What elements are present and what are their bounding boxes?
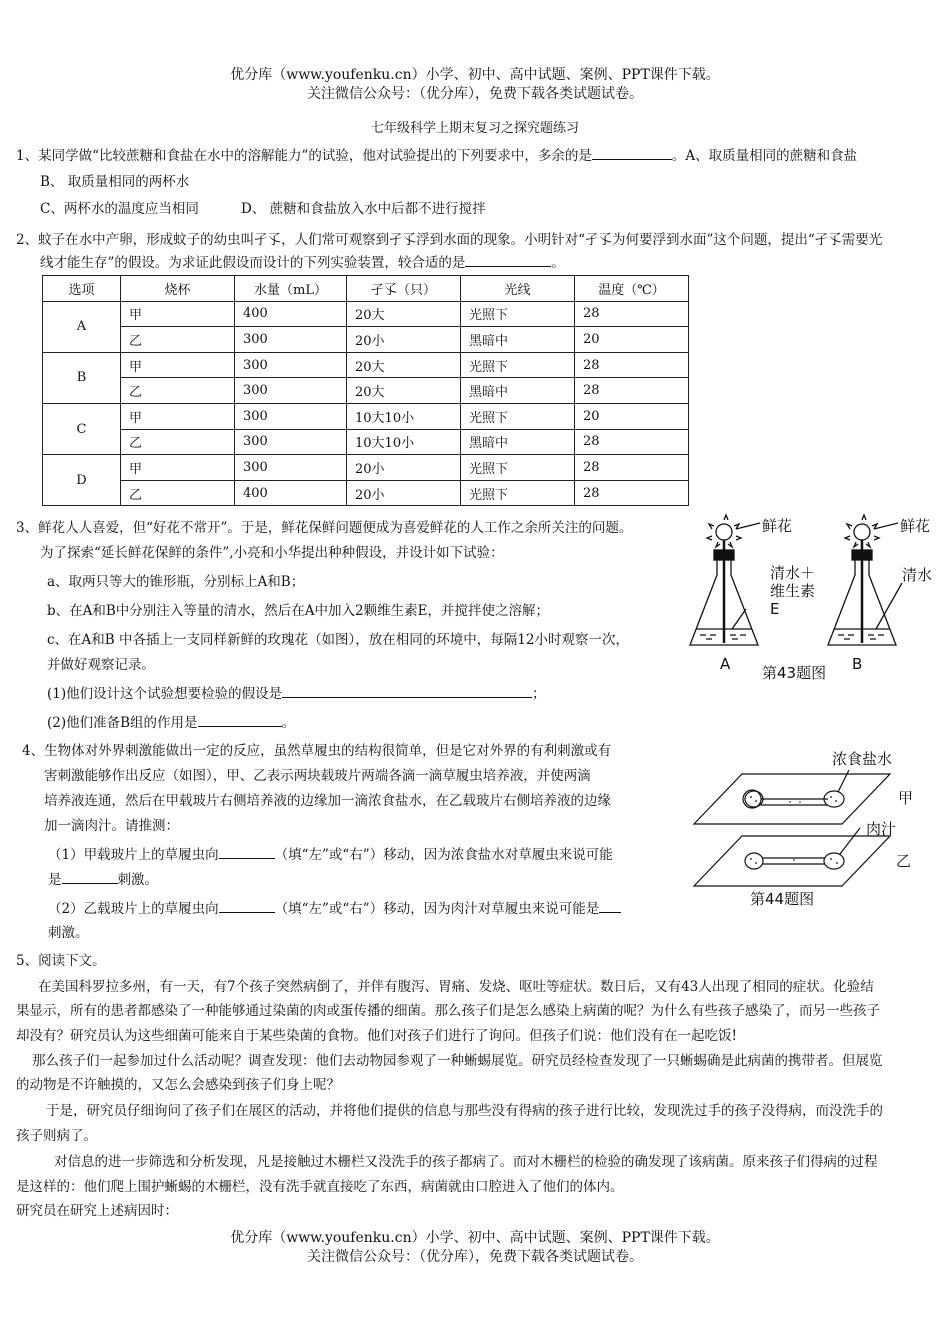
table-cell: 400: [235, 480, 347, 506]
table-row: [43, 403, 689, 429]
header-line-2: 关注微信公众号：（优分库），免费下载各类试题试卷。: [307, 86, 643, 102]
header-line-1: 优分库（www.youfenku.cn）小学、初中、高中试题、案例、PPT课件下载。: [230, 67, 720, 83]
fig44-meat-label: 肉汁: [866, 820, 897, 838]
q5-p2-line-2: 的动物是不许触摸的，又怎么会感染到孩子们身上呢？: [16, 1077, 340, 1093]
flask-a: [690, 515, 758, 645]
table-option-cell: B: [43, 352, 121, 403]
table-cell: 300: [235, 327, 347, 353]
table-option-cell: D: [43, 455, 121, 506]
fig44-jia-label: 甲: [898, 789, 914, 807]
page-header: [0, 66, 950, 104]
q5-p5: 研究员在研究上述病因时：: [16, 1203, 178, 1219]
table-cell: 28: [575, 429, 689, 455]
fig44-caption: 第44题图: [750, 890, 815, 908]
q4-subquestion-2-cont: 刺激。: [48, 925, 89, 941]
table-cell: 28: [575, 378, 689, 404]
table-header-row: [43, 276, 689, 302]
q1-option-b: B、 取质量相同的两杯水: [40, 174, 190, 190]
table-cell: 乙: [121, 429, 235, 455]
flask-b: [828, 515, 902, 645]
table-option-cell: C: [43, 403, 121, 454]
q2-experiment-table: [42, 275, 689, 506]
table-cell: 300: [235, 403, 347, 429]
q5-p4-line-1: 对信息的进一步筛选和分析发现，凡是接触过木栅栏又没洗手的孩子都病了。而对木栅栏的检验的确发现了该病菌。原来孩子们得病的过程: [54, 1154, 878, 1170]
q4-s2-stimulus-blank[interactable]: [599, 898, 621, 913]
table-row: [43, 378, 689, 404]
q5-p4-line-2: 是这样的：他们爬上围护蜥蜴的木栅栏，没有洗手就直接吃了东西，病菌就由口腔进入了他们的体内。: [16, 1179, 624, 1195]
q4-s2-direction-blank[interactable]: [219, 898, 275, 913]
table-header-cell: 烧杯: [121, 276, 235, 302]
q3-stem-line-2: 为了探索“延长鲜花保鲜的条件”,小亮和小华提出种种假设，并设计如下试验：: [40, 545, 504, 561]
q4-stem-line-2: 害刺激能够作出反应（如图），甲、乙表示两块载玻片两端各滴一滴草履虫培养液，并使两滴: [44, 768, 591, 784]
table-cell: 300: [235, 429, 347, 455]
table-cell: 300: [235, 455, 347, 481]
table-row: [43, 301, 689, 327]
fig43-label-b: B: [852, 655, 863, 673]
table-cell: 黑暗中: [461, 429, 575, 455]
q1-stem: 1、某同学做“比较蔗糖和食盐在水中的溶解能力”的试验，他对试验提出的下列要求中，多余的是 。A、取质量相同的蔗糖和食盐: [16, 144, 857, 164]
table-cell: 300: [235, 378, 347, 404]
q4-subquestion-2: （2）乙载玻片上的草履虫向 （填“左”或“右”）移动，因为肉汁对草履虫来说可能是: [48, 897, 621, 917]
fig43-liquid-b-label: 清水: [902, 566, 933, 584]
table-cell: 光照下: [461, 352, 575, 378]
table-cell: 光照下: [461, 480, 575, 506]
table-row: [43, 352, 689, 378]
table-cell: 甲: [121, 403, 235, 429]
fig43-liquid-a-label: 清水＋ 维生素 E: [770, 564, 816, 618]
page-footer: [0, 1229, 950, 1267]
q2-stem-line-2: 线才能生存”的假设。为求证此假设而设计的下列实验装置，较合适的是 。: [40, 251, 565, 271]
footer-line-1: 优分库（www.youfenku.cn）小学、初中、高中试题、案例、PPT课件下载。: [230, 1230, 720, 1246]
table-cell: 甲: [121, 455, 235, 481]
q5-intro: 5、阅读下文。: [16, 953, 106, 969]
q4-stem-line-3: 培养液连通，然后在甲载玻片右侧培养液的边缘加一滴浓食盐水，在乙载玻片右侧培养液的边缘: [44, 793, 611, 809]
q5-p1-line-3: 却没有？研究员认为这些细菌可能来自于某些染菌的食物。他们对孩子们进行了询问。但孩子们说：他们没有在一起吃饭!: [16, 1028, 737, 1044]
q3-step-b: b、在A和B中分别注入等量的清水，然后在A中加入2颗维生素E，并搅拌使之溶解；: [47, 603, 550, 619]
table-header-cell: 孑孓（只）: [347, 276, 461, 302]
q3-s1-answer-blank[interactable]: [282, 683, 532, 698]
table-cell: 28: [575, 480, 689, 506]
table-cell: 10大10小: [347, 429, 461, 455]
table-cell: 20小: [347, 455, 461, 481]
q4-subquestion-1: （1）甲载玻片上的草履虫向 （填“左”或“右”）移动，因为浓食盐水对草履虫来说可能: [48, 843, 613, 863]
q1-option-c: C、两杯水的温度应当相同: [40, 201, 199, 217]
table-row: [43, 455, 689, 481]
table-cell: 甲: [121, 301, 235, 327]
q4-stem-line-4: 加一滴肉汁。请推测：: [44, 818, 179, 834]
table-cell: 28: [575, 301, 689, 327]
q5-p3-line-1: 于是，研究员仔细询问了孩子们在展区的活动，并将他们提供的信息与那些没有得病的孩子进行比较，发现洗过手的孩子没得病，而没洗手的: [46, 1103, 883, 1119]
table-cell: 400: [235, 301, 347, 327]
q2-stem-line-1: 2、蚊子在水中产卵，形成蚊子的幼虫叫孑孓，人们常可观察到孑孓浮到水面的现象。小明针对“孑孓为何要浮到水面”这个问题，提出“孑孓需要光: [16, 232, 883, 248]
q4-s1-stimulus-blank[interactable]: [62, 869, 118, 884]
q3-subquestion-2: (2)他们准备B组的作用是 。: [47, 711, 295, 731]
q4-subquestion-1-cont: 是 刺激。: [48, 868, 158, 888]
table-header-cell: 水量（mL）: [235, 276, 347, 302]
slide-yi: [694, 836, 890, 886]
page-title: 七年级科学上期末复习之探究题练习: [370, 121, 579, 136]
table-cell: 乙: [121, 327, 235, 353]
q5-p1-line-1: 在美国科罗拉多州，有一天，有7个孩子突然病倒了，并伴有腹泻、胃痛、发烧、呕吐等症状。数日后，又有43人出现了相同的症状。化验结: [38, 979, 874, 995]
q5-p2-line-1: 那么孩子们一起参加过什么活动呢？调查发现：他们去动物园参观了一种蜥蜴展览。研究员经检查发现了一只蜥蜴确是此病菌的携带者。但展览: [32, 1053, 883, 1069]
fig43-flower-a-label: 鲜花: [762, 517, 793, 535]
q2-answer-blank[interactable]: [465, 252, 551, 267]
q5-p1-line-2: 果显示，所有的患者都感染了一种能够通过染菌的肉或蛋传播的细菌。那么孩子们是怎么感染上病菌的呢？为什么有些孩子感染了，而另一些孩子: [16, 1003, 880, 1019]
table-row: [43, 480, 689, 506]
fig43-label-a: A: [720, 655, 731, 673]
table-cell: 黑暗中: [461, 327, 575, 353]
fig44-yi-label: 乙: [896, 852, 912, 870]
flower-a-head: [716, 524, 732, 540]
table-cell: 20小: [347, 480, 461, 506]
q1-option-d: D、 蔗糖和食盐放入水中后都不进行搅拌: [241, 201, 486, 217]
table-row: [43, 327, 689, 353]
q4-stem-line-1: 4、生物体对外界刺激能做出一定的反应，虽然草履虫的结构很简单，但是它对外界的有利刺激或有: [22, 743, 612, 759]
table-header-cell: 光线: [461, 276, 575, 302]
table-cell: 300: [235, 352, 347, 378]
table-cell: 20小: [347, 327, 461, 353]
table-option-cell: A: [43, 301, 121, 352]
q3-s2-answer-blank[interactable]: [198, 712, 282, 727]
q4-s1-direction-blank[interactable]: [219, 844, 275, 859]
table-cell: 20: [575, 327, 689, 353]
q3-stem-line-1: 3、鲜花人人喜爱，但“好花不常开”。于是，鲜花保鲜问题便成为喜爱鲜花的人工作之余所关注的问题。: [16, 520, 633, 536]
fig43-caption: 第43题图: [762, 664, 827, 682]
table-header-cell: 选项: [43, 276, 121, 302]
table-cell: 28: [575, 352, 689, 378]
q3-subquestion-1: (1)他们设计这个试验想要检验的假设是 ；: [47, 682, 546, 702]
footer-line-2: 关注微信公众号：（优分库），免费下载各类试题试卷。: [307, 1249, 643, 1265]
fig43-flower-b-label: 鲜花: [900, 517, 931, 535]
table-cell: 甲: [121, 352, 235, 378]
table-cell: 20大: [347, 378, 461, 404]
table-cell: 乙: [121, 378, 235, 404]
q5-p3-line-2: 孩子则病了。: [16, 1128, 97, 1144]
q3-step-c-line-2: 并做好观察记录。: [47, 657, 155, 673]
table-cell: 光照下: [461, 301, 575, 327]
table-cell: 乙: [121, 480, 235, 506]
table-cell: 20大: [347, 352, 461, 378]
q3-step-a: a、取两只等大的锥形瓶，分别标上A和B；: [47, 574, 305, 590]
table-cell: 黑暗中: [461, 378, 575, 404]
table-cell: 20: [575, 403, 689, 429]
table-header-cell: 温度（℃）: [575, 276, 689, 302]
table-cell: 20大: [347, 301, 461, 327]
table-cell: 光照下: [461, 403, 575, 429]
table-row: [43, 429, 689, 455]
table-cell: 光照下: [461, 455, 575, 481]
fig44-salt-label: 浓食盐水: [832, 750, 893, 768]
q1-answer-blank[interactable]: [592, 145, 672, 160]
flower-b-head: [854, 524, 870, 540]
q3-step-c-line-1: c、在A和B 中各插上一支同样新鲜的玫瑰花（如图），放在相同的环境中，每隔12小时观察一次，: [47, 632, 629, 648]
table-cell: 28: [575, 455, 689, 481]
table-cell: 10大10小: [347, 403, 461, 429]
